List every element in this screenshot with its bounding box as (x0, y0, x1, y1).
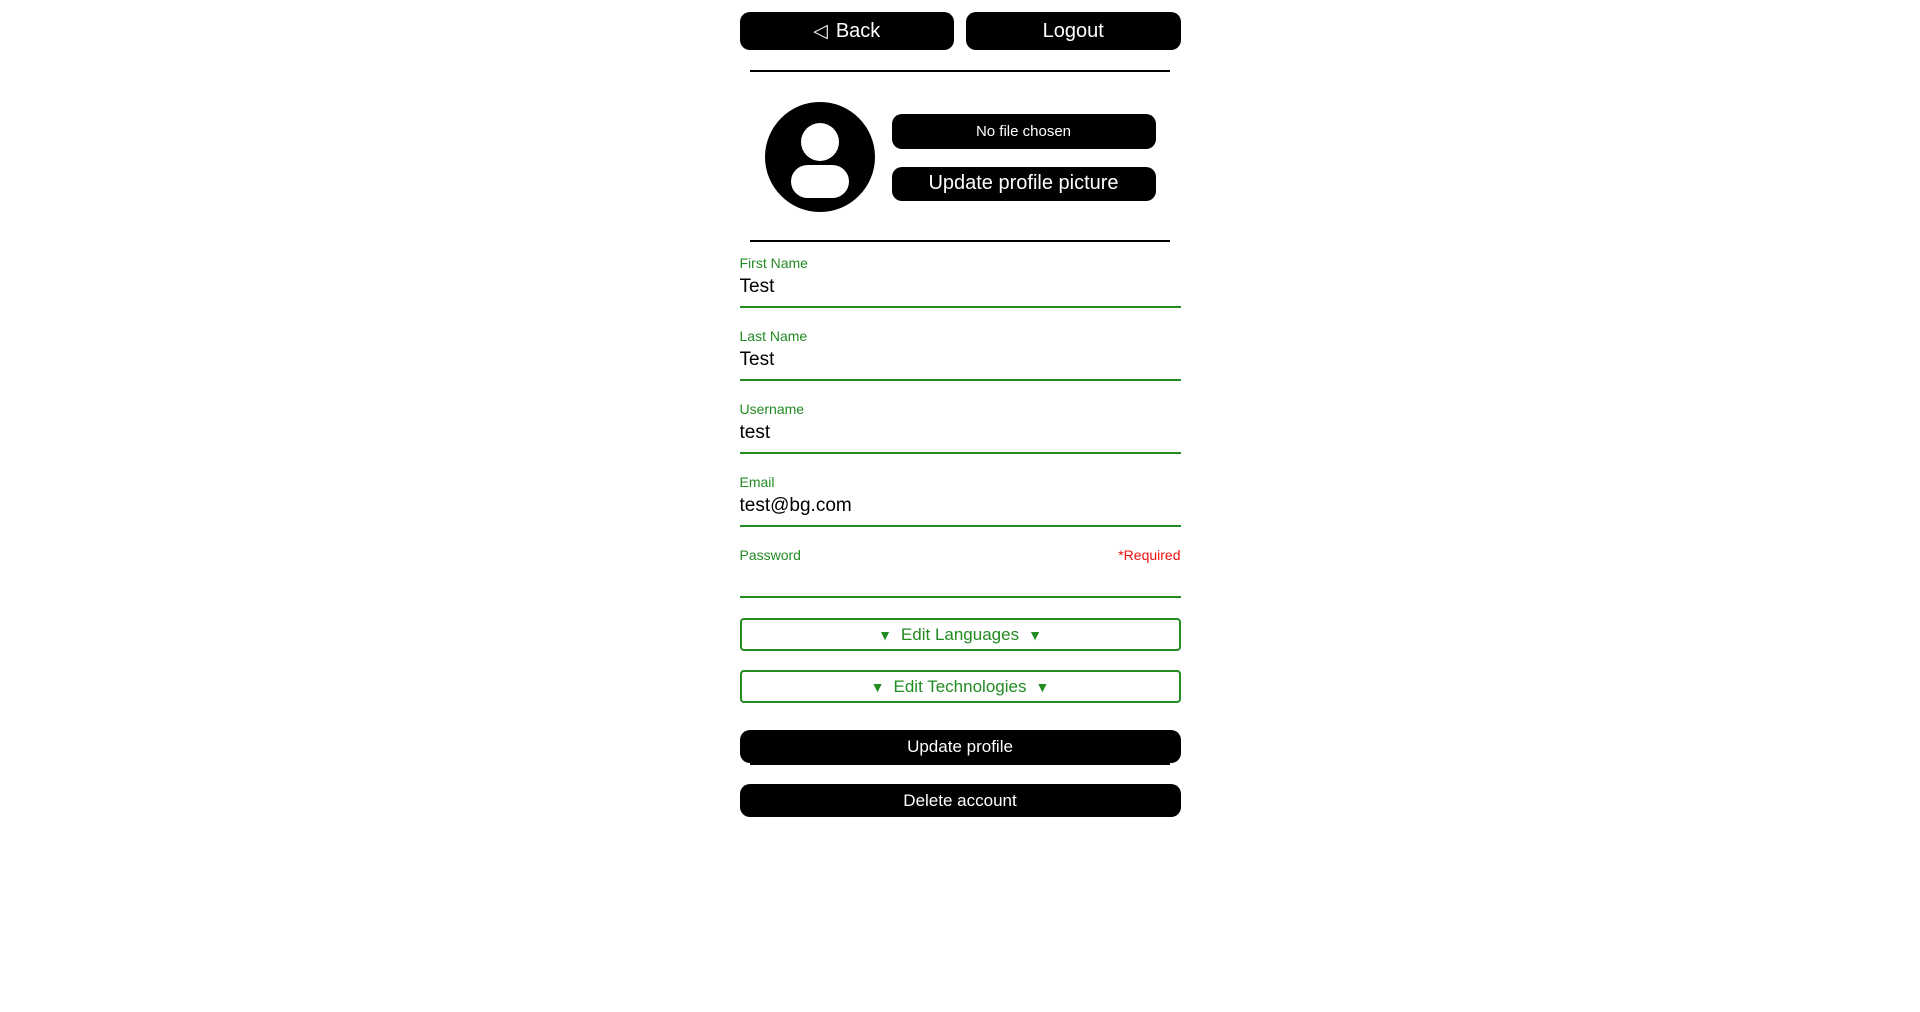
update-picture-button[interactable] (892, 167, 1156, 201)
person-icon (765, 102, 875, 212)
update-profile-label: Update profile (907, 736, 1013, 756)
update-picture-label: Update profile picture (928, 172, 1119, 194)
username-input[interactable] (740, 419, 1181, 454)
password-input[interactable] (740, 563, 1181, 598)
first-name-field (740, 255, 1181, 308)
delete-account-label: Delete account (903, 790, 1017, 810)
username-field (740, 401, 1181, 454)
divider-bottom (750, 763, 1170, 765)
back-button[interactable] (740, 12, 955, 50)
profile-form (740, 255, 1181, 763)
file-input-label: No file chosen (975, 122, 1072, 140)
file-input-button[interactable] (892, 114, 1156, 149)
first-name-input[interactable] (740, 273, 1181, 308)
chevron-down-icon: ▼ (1028, 626, 1042, 643)
email-field (740, 474, 1181, 527)
edit-languages-label: Edit Languages (900, 624, 1020, 644)
avatar (765, 102, 875, 212)
edit-technologies-label: Edit Technologies (893, 676, 1027, 696)
last-name-label: Last Name (739, 328, 808, 344)
first-name-label: First Name (739, 255, 808, 271)
password-field (740, 547, 1181, 598)
logout-button[interactable] (966, 12, 1181, 50)
update-profile-button[interactable] (740, 730, 1181, 763)
required-note: *Required (1118, 547, 1181, 563)
email-input[interactable] (740, 492, 1181, 527)
profile-picture-section (740, 102, 1181, 212)
last-name-field (740, 328, 1181, 381)
divider-top (750, 70, 1170, 72)
password-label-row (740, 547, 1181, 563)
logout-button-label: Logout (1042, 19, 1104, 42)
chevron-down-icon: ▼ (870, 678, 885, 695)
last-name-input[interactable] (740, 346, 1181, 381)
edit-languages-button[interactable] (740, 618, 1181, 651)
password-label: Password (739, 547, 801, 563)
username-label: Username (739, 401, 805, 417)
chevron-down-icon: ▼ (878, 626, 892, 643)
back-button-label: Back (835, 19, 881, 42)
email-label: Email (739, 474, 775, 490)
delete-account-button[interactable] (740, 784, 1181, 817)
picture-buttons (892, 114, 1156, 201)
profile-page (740, 0, 1181, 817)
edit-technologies-button[interactable] (740, 670, 1181, 703)
back-arrow-icon: ◁ (813, 20, 828, 42)
divider-profile (750, 240, 1170, 242)
top-button-row (740, 12, 1181, 50)
chevron-down-icon: ▼ (1035, 678, 1050, 695)
